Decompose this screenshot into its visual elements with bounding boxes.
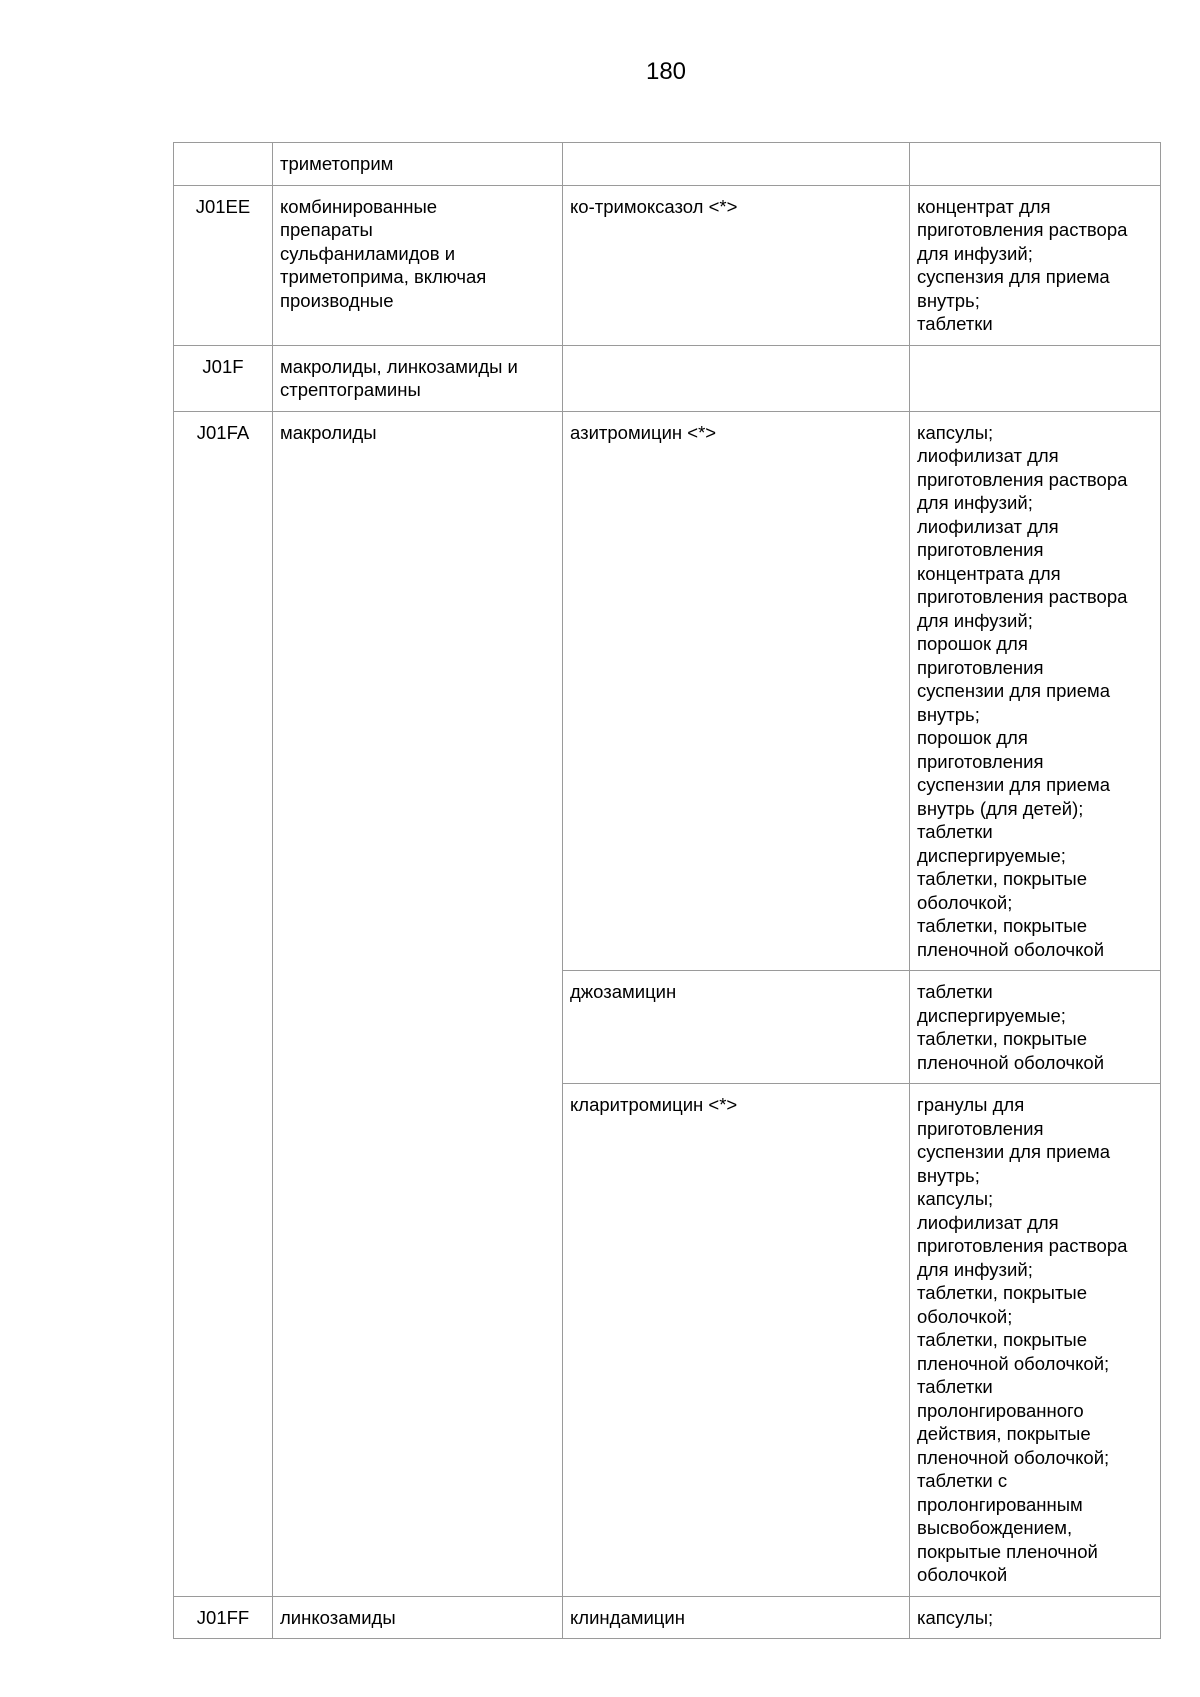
drug-table xyxy=(173,142,1161,1639)
group-cell: макролиды xyxy=(273,411,563,1596)
group-cell: макролиды, линкозамиды и стрептограмины xyxy=(273,345,563,411)
table-row xyxy=(174,411,1161,971)
dosage-forms-cell: концентрат для приготовления раствора для инфузий; суспензия для приема внутрь; таблетки xyxy=(910,185,1161,345)
atc-code-cell: J01EE xyxy=(174,185,273,345)
dosage-forms-cell xyxy=(910,345,1161,411)
drug-cell: клиндамицин xyxy=(563,1596,910,1639)
atc-code-cell: J01FF xyxy=(174,1596,273,1639)
group-cell: комбинированные препараты сульфаниламидов и триметоприма, включая производные xyxy=(273,185,563,345)
drug-cell: ко-тримоксазол <*> xyxy=(563,185,910,345)
dosage-forms-cell: гранулы для приготовления суспензии для приема внутрь; капсулы; лиофилизат для приготовления раствора для инфузий; таблетки, покрытые оболочкой; таблетки, покрытые пленочной оболочкой; таблетки пролонгированного действия, покрытые пленочной оболочкой; таблетки с пролонгированным высвобождением, покрытые пленочной оболочкой xyxy=(910,1084,1161,1597)
drug-cell xyxy=(563,143,910,186)
group-cell: триметоприм xyxy=(273,143,563,186)
atc-code-cell: J01F xyxy=(174,345,273,411)
drug-cell: джозамицин xyxy=(563,971,910,1084)
atc-code-cell xyxy=(174,143,273,186)
dosage-forms-cell: капсулы; xyxy=(910,1596,1161,1639)
table-row xyxy=(174,185,1161,345)
table-row xyxy=(174,345,1161,411)
drug-cell xyxy=(563,345,910,411)
dosage-forms-cell: капсулы; лиофилизат для приготовления раствора для инфузий; лиофилизат для приготовления концентрата для приготовления раствора для инфузий; порошок для приготовления суспензии для приема внутрь; порошок для приготовления суспензии для приема внутрь (для детей); таблетки диспергируемые; таблетки, покрытые оболочкой; таблетки, покрытые пленочной оболочкой xyxy=(910,411,1161,971)
drug-cell: азитромицин <*> xyxy=(563,411,910,971)
table-row xyxy=(174,1596,1161,1639)
dosage-forms-cell xyxy=(910,143,1161,186)
drug-cell: кларитромицин <*> xyxy=(563,1084,910,1597)
atc-code-cell: J01FA xyxy=(174,411,273,1596)
page-number: 180 xyxy=(645,58,687,85)
group-cell: линкозамиды xyxy=(273,1596,563,1639)
dosage-forms-cell: таблетки диспергируемые; таблетки, покрытые пленочной оболочкой xyxy=(910,971,1161,1084)
table-row xyxy=(174,143,1161,186)
